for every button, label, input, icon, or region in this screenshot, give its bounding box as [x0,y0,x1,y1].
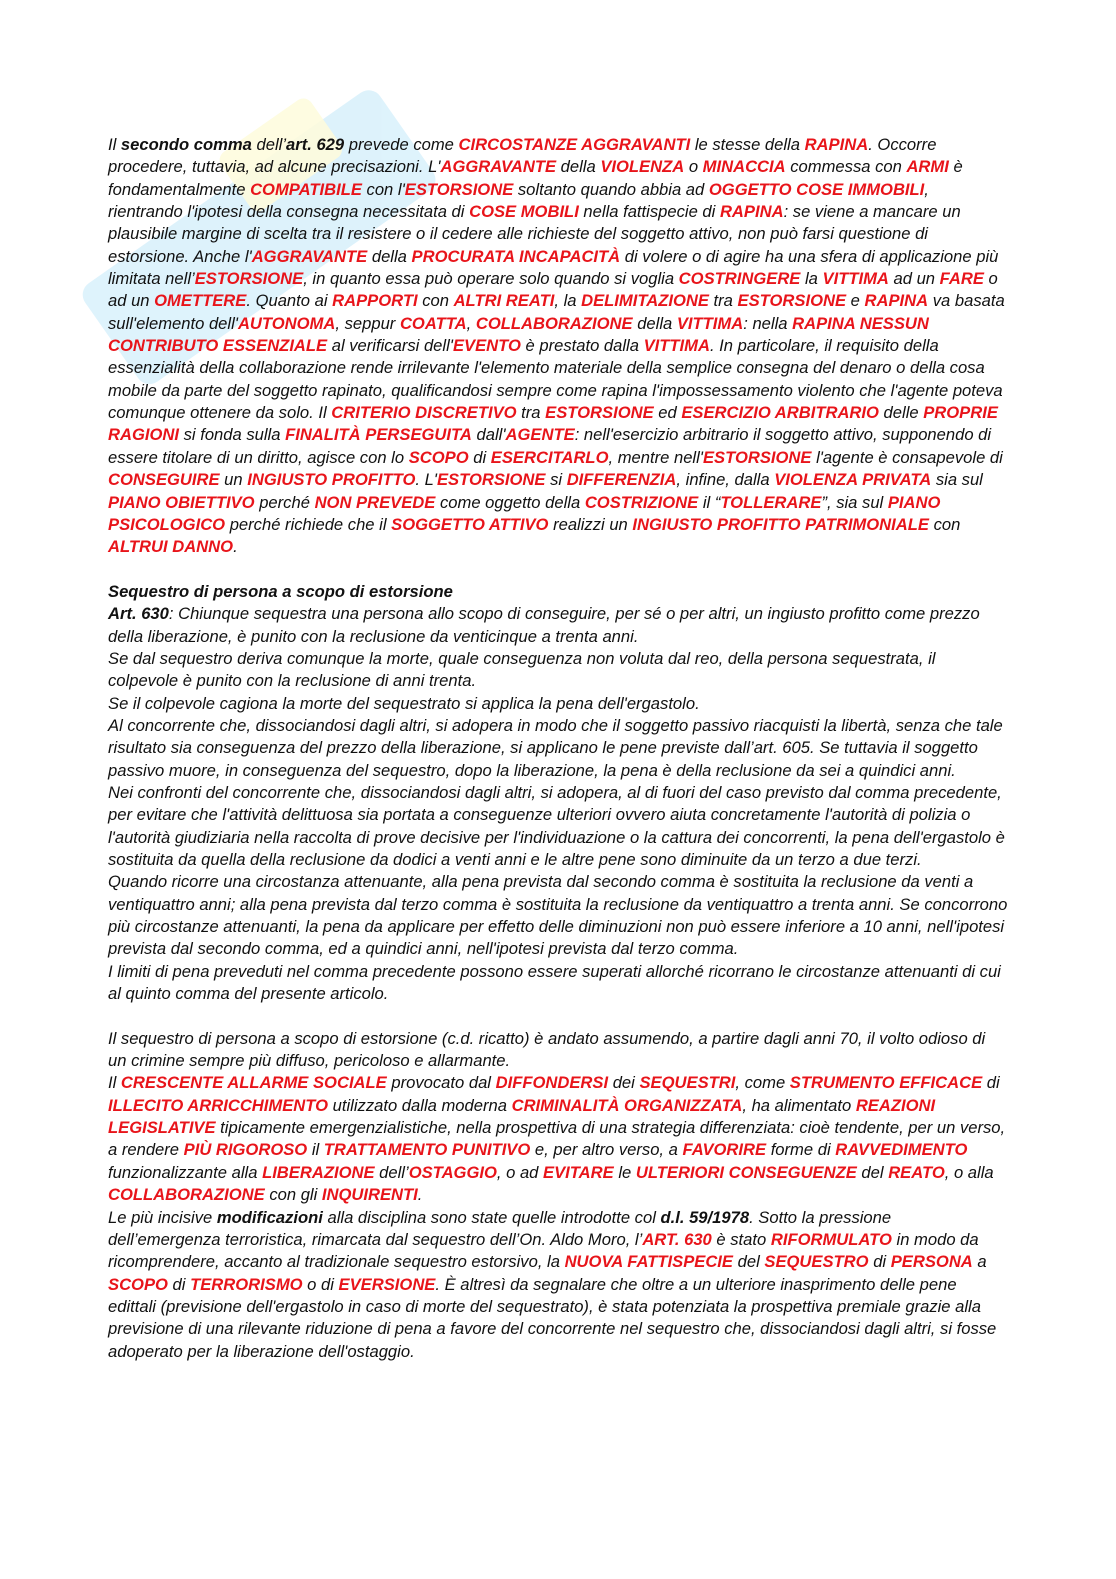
highlighted-term: CRESCENTE ALLARME SOCIALE [120,1073,387,1093]
highlighted-term: ALTRI REATI [453,291,555,311]
highlighted-term: COSTRIZIONE [584,492,699,512]
text-run: il [307,1140,324,1160]
highlighted-term: ESERCIZIO ARBITRARIO [681,403,879,423]
highlighted-term: ESERCITARLO [490,447,609,467]
highlighted-term: AGGRAVANTE [440,157,557,177]
text-run: le stesse della [690,135,805,154]
highlighted-term: FAVORIRE [682,1140,767,1160]
highlighted-term: PIANO PSICOLOGICO [108,492,941,534]
text-run: prevede come [344,135,459,154]
text-run: sia sul [931,470,983,490]
highlighted-term: SOGGETTO ATTIVO [391,514,549,534]
highlighted-term: TRATTAMENTO PUNITIVO [323,1140,531,1160]
highlighted-term: FINALITÀ PERSEGUITA [285,425,472,445]
highlighted-term: VITTIMA [643,336,710,356]
highlighted-term: AUTONOMA [237,313,336,333]
highlighted-term: INGIUSTO PROFITTO PATRIMONIALE [632,514,929,534]
highlighted-term: SEQUESTRO [764,1252,869,1272]
text-run: delle [878,403,924,423]
text-run: commessa con [785,157,907,177]
text-run: un [219,470,248,490]
text-run: di [167,1274,191,1294]
text-run: . Occorre procedere, tuttavia, ad alcune precisazioni. L' [108,135,937,177]
highlighted-term: DIFFERENZIA [566,470,677,490]
text-run: , come [735,1073,790,1093]
bold-term: secondo comma [120,135,252,154]
highlighted-term: EVITARE [543,1162,614,1182]
text-run: utilizzato dalla moderna [328,1095,512,1115]
highlighted-term: COSE MOBILI [469,202,579,222]
highlighted-term: ULTERIORI CONSEGUENZE [635,1162,857,1182]
text-run: I limiti di pena preveduti nel comma precedente possono essere superati allorché ricorrano le circostanze attenuanti di cui al quinto comma del presente articolo. [108,961,1001,1004]
highlighted-term: ART. 630 [642,1229,712,1249]
highlighted-term: NUOVA FATTISPECIE [564,1252,733,1272]
text-run: , seppur [335,313,400,333]
highlighted-term: VIOLENZA PRIVATA [774,470,932,490]
text-run: , in quanto essa può operare solo quando si voglia [303,269,679,289]
highlighted-term: RAVVEDIMENTO [835,1140,968,1160]
text-run: , [466,313,476,333]
text-run: Quando ricorre una circostanza attenuante, alla pena prevista dal secondo comma è sostituita la reclusione da venti a ventiquattro anni; alla pena prevista dal terzo comma è sostituita la reclusione da ventiquattro a trenta anni. Se concorrono più circostanze attenuanti, la pena da applicare per effetto delle diminuzioni non può essere inferiore a 10 anni, nell'ipotesi prevista dal secondo comma, ed a quindici anni, nell'ipotesi prevista dal terzo comma. [108,872,1008,959]
text-run: , infine, dalla [676,470,775,490]
text-run: dell’ [374,1162,409,1182]
text-run: . L' [415,470,437,490]
paragraph [108,871,1008,960]
text-run: . Quanto ai [246,291,333,311]
text-run: : Chiunque sequestra una persona allo scopo di conseguire, per sé o per altri, un ingiusto profitto come prezzo della liberazione, è punito con la reclusione da venticinque a trenta anni. [108,604,980,646]
text-run: ad un [888,269,940,289]
highlighted-term: ESTORSIONE [436,470,546,490]
text-run: dall' [471,425,506,445]
text-run: tipicamente emergenzialistiche, nella prospettiva di una strategia differenziata: cioè tendente, per un verso, a rendere [108,1118,1006,1160]
highlighted-term: COMPATIBILE [250,179,362,199]
highlighted-term: ESTORSIONE [194,269,304,289]
highlighted-term: CIRCOSTANZE AGGRAVANTI [458,135,691,154]
paragraph [108,782,1008,871]
text-run: provocato dal [386,1073,496,1093]
text-run: di [868,1252,891,1272]
paragraph [108,693,1008,715]
text-run: : se viene a mancare un plausibile margine di scelta tra il resistere o il cedere alle richieste del soggetto attivo, non può farsi questione di estorsione. Anche l' [108,202,961,266]
text-run: o [684,157,703,177]
text-run: . Sotto la pressione dell’emergenza terroristica, rimarcata dal sequestro dell’On. Aldo Moro, l’ [108,1207,892,1249]
text-run: la [800,269,823,289]
highlighted-term: PROCURATA INCAPACITÀ [411,246,621,266]
highlighted-term: MINACCIA [702,157,786,177]
bold-term: d.l. 59/1978 [660,1207,750,1227]
text-run: . È altresì da segnalare che oltre a un ulteriore inasprimento delle pene edittali (previsione dell'ergastolo in caso di morte del sequestrato), è stata potenziata la prospettiva premiale grazie alla previsione di una rilevante riduzione di pena a favore del concorrente nel sequestro che, dissociandosi dagli altri, si fosse adoperato per la liberazione dell'ostaggio. [108,1274,997,1361]
text-run: : nella [743,313,793,333]
highlighted-term: REATO [888,1162,945,1182]
highlighted-term: ILLECITO ARRICCHIMENTO [108,1095,329,1115]
bold-term: Sequestro di persona a scopo di estorsione [108,581,453,601]
highlighted-term: NON PREVEDE [314,492,436,512]
paragraph [108,1028,1008,1073]
text-run: con [417,291,454,311]
text-run: della [367,246,412,266]
text-run: realizzi un [548,514,633,534]
highlighted-term: RAPPORTI [332,291,418,311]
text-run: come oggetto della [435,492,585,512]
highlighted-term: TERRORISMO [190,1274,303,1294]
text-run: del [856,1162,889,1182]
document-page [108,134,1008,1363]
text-run: del [733,1252,765,1272]
text-run: . In particolare, il requisito della essenzialità della collaborazione rende irrilevante l'elemento materiale della semplice consegna del denaro o della cosa mobile da parte del soggetto rapinato, qualificandosi sempre come rapina l'impossessamento violento che l'agente poteva comunque ottenere da solo. Il [108,336,1003,423]
text-run: soltanto quando abbia ad [513,179,709,199]
paragraph [108,961,1008,1006]
highlighted-term: ESTORSIONE [545,403,654,423]
highlighted-term: EVENTO [452,336,521,356]
highlighted-term: ARMI [906,157,949,177]
text-run: è prestato dalla [520,336,644,356]
highlighted-term: RAPINA [719,202,784,222]
bold-term: modificazioni [216,1207,323,1227]
text-run: Se dal sequestro deriva comunque la morte, quale conseguenza non voluta dal reo, della persona sequestrata, il colpevole è punito con la reclusione di anni trenta. [108,648,936,691]
paragraph [108,715,1008,782]
paragraph [108,603,1008,648]
text-run: alla disciplina sono state quelle introdotte col [322,1207,661,1227]
highlighted-term: RIFORMULATO [770,1229,892,1249]
text-run: tra [516,403,546,423]
highlighted-term: ESTORSIONE [404,179,514,199]
text-run: . [233,537,238,557]
text-run: ed [653,403,682,423]
highlighted-term: RAPINA NESSUN CONTRIBUTO ESSENZIALE [108,313,929,356]
highlighted-term: PERSONA [890,1252,973,1272]
text-run: l'agente è consapevole di [811,447,1003,467]
highlighted-term: COLLABORAZIONE [108,1185,265,1205]
text-run: con gli [264,1185,322,1205]
text-run: , mentre nell' [608,447,703,467]
highlighted-term: CRITERIO DISCRETIVO [331,403,517,423]
section-heading [108,581,1008,603]
text-run: funzionalizzante alla [108,1162,263,1182]
text-run: Il [108,1073,121,1093]
text-run: tra [708,291,738,311]
text-run: il “ [698,492,721,512]
text-run: perché [254,492,315,512]
text-run: con [928,514,961,534]
text-run: , o alla [944,1162,994,1182]
highlighted-term: PIÙ RIGOROSO [183,1140,308,1160]
highlighted-term: AGGRAVANTE [251,246,368,266]
highlighted-term: ALTRUI DANNO [108,537,234,557]
highlighted-term: ESTORSIONE [702,447,812,467]
highlighted-term: STRUMENTO EFFICACE [789,1073,983,1093]
text-run: a [972,1252,987,1272]
text-run: . [417,1185,423,1205]
text-run: Nei confronti del concorrente che, dissociandosi dagli altri, si adopera, al di fuori del caso previsto dal comma precedente, per evitare che l'attività delittuosa sia portata a conseguenze ulteriori ovvero aiuta concretamente l'autorità di polizia o l'autorità giudiziaria nella raccolta di prove decisive per l'individuazione o la cattura dei concorrenti, la pena dell'ergastolo è sostituita da quella della reclusione da dodici a venti anni e le altre pene sono diminuite da un terzo a due terzi. [108,782,1005,869]
text-run: le [613,1162,636,1182]
highlighted-term: INQUIRENTI [321,1185,418,1205]
highlighted-term: CONSEGUIRE [108,470,220,490]
text-run: , rientrando l'ipotesi della consegna necessitata di [108,179,929,222]
text-run: in modo da ricomprendere, accanto al tradizionale sequestro estorsivo, la [108,1229,979,1272]
highlighted-term: SCOPO [408,447,469,467]
paragraph-spacer [108,559,1008,581]
text-run: va basata sull'elemento dell' [108,291,1005,333]
paragraph [108,1207,1008,1363]
highlighted-term: CRIMINALITÀ ORGANIZZATA [511,1095,743,1115]
text-run: dei [608,1073,640,1093]
highlighted-term: AGENTE [505,425,575,445]
text-run: è fondamentalmente [108,157,963,199]
paragraph [108,648,1008,693]
highlighted-term: COATTA [399,313,467,333]
highlighted-term: VIOLENZA [600,157,685,177]
highlighted-term: PIANO OBIETTIVO [108,492,255,512]
text-run: si [545,470,567,490]
text-run: di [468,447,491,467]
text-run: Il sequestro di persona a scopo di estorsione (c.d. ricatto) è andato assumendo, a partire dagli anni 70, il volto odioso di un crimine sempre più diffuso, pericoloso e allarmante. [108,1028,986,1071]
text-run: , la [554,291,582,311]
highlighted-term: LIBERAZIONE [262,1162,375,1182]
text-run: e, per altro verso, a [530,1140,683,1160]
text-run: Al concorrente che, dissociandosi dagli altri, si adopera in modo che il soggetto passivo riacquisti la libertà, senza che tale risultato sia conseguenza del prezzo della liberazione, si applicano le pene previste dall’art. 605. Se tuttavia il soggetto passivo muore, in conseguenza del sequestro, dopo la liberazione, la pena è della reclusione da sei a quindici anni. [108,715,1003,780]
bold-term: art. 629 [286,135,345,154]
text-run: si fonda sulla [179,425,286,445]
text-run: della [632,313,677,333]
text-run: di [982,1073,1000,1093]
highlighted-term: SEQUESTRI [639,1073,736,1093]
text-run: , o ad [496,1162,544,1182]
highlighted-term: OGGETTO COSE IMMOBILI [708,179,925,199]
highlighted-term: DELIMITAZIONE [581,291,709,311]
highlighted-term: PROPRIE RAGIONI [108,403,998,445]
highlighted-term: TOLLERARE [720,492,822,512]
text-run: Se il colpevole cagiona la morte del sequestrato si applica la pena dell'ergastolo. [108,693,700,713]
text-run: , ha alimentato [742,1095,856,1115]
highlighted-term: ESTORSIONE [737,291,847,311]
highlighted-term: DIFFONDERSI [495,1073,609,1093]
paragraph-spacer [108,1005,1008,1027]
text-run: dell’ [251,135,287,154]
text-run: Il [108,135,121,154]
highlighted-term: RAPINA [804,135,869,154]
text-run: di volere o di agire ha una sfera di applicazione più limitata nell’ [108,246,999,289]
text-run: forme di [766,1140,836,1160]
highlighted-term: INGIUSTO PROFITTO [247,470,416,490]
text-run: Le più incisive [108,1207,217,1227]
text-run: o ad un [108,269,998,311]
highlighted-term: FARE [939,269,984,289]
text-run: : nell'esercizio arbitrario il soggetto attivo, supponendo di essere titolare di un diritto, agisce con lo [108,425,992,467]
paragraph [108,1072,1008,1206]
highlighted-term: OSTAGGIO [408,1162,497,1182]
highlighted-term: COSTRINGERE [678,269,801,289]
text-run: è stato [711,1229,771,1249]
text-run: o di [302,1274,339,1294]
text-run: della [556,157,601,177]
highlighted-term: EVERSIONE [338,1274,436,1294]
highlighted-term: OMETTERE [154,291,247,311]
highlighted-term: RAPINA [864,291,929,311]
text-run: nella fattispecie di [578,202,720,222]
text-run: e [846,291,865,311]
text-run: con l' [361,179,405,199]
highlighted-term: VITTIMA [676,313,744,333]
highlighted-term: SCOPO [108,1274,168,1294]
text-run: perché richiede che il [225,514,392,534]
highlighted-term: COLLABORAZIONE [475,313,633,333]
paragraph [108,134,1008,559]
highlighted-term: REAZIONI LEGISLATIVE [108,1095,936,1138]
highlighted-term: VITTIMA [822,269,889,289]
text-run: ”, sia sul [821,492,888,512]
text-run: al verificarsi dell' [327,336,453,356]
bold-term: Art. 630 [108,604,169,624]
